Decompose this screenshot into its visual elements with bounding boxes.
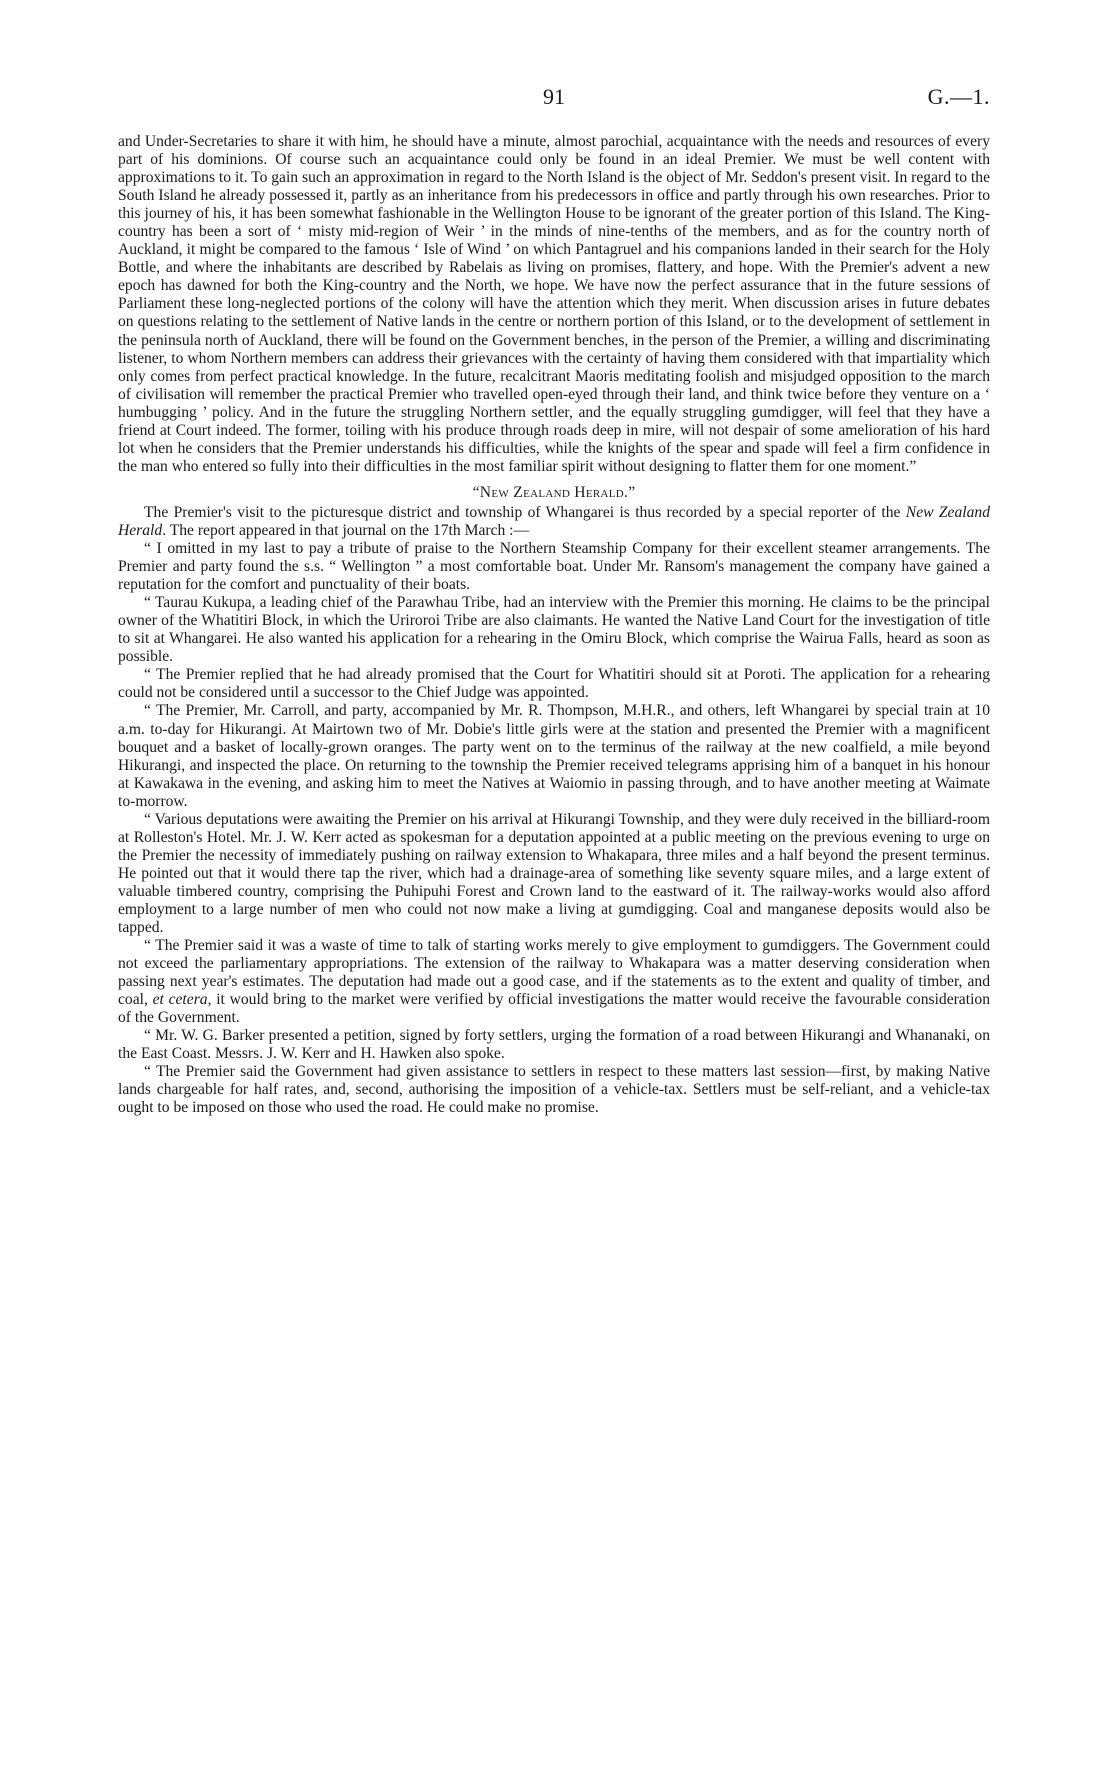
report-paragraph — [118, 937, 990, 1027]
report-paragraph: “ The Premier said the Government had given assistance to settlers in respect to these matters last session—first, by making Native lands chargeable for half rates, and, second, authorising the imposition of a vehicle-tax. Settlers must be self-reliant, and a vehicle-tax ought to be imposed on those who used the road. He could make no promise. — [118, 1063, 990, 1117]
report-paragraph: “ Taurau Kukupa, a leading chief of the Parawhau Tribe, had an interview with the Premier this morning. He claims to be the principal owner of the Whatitiri Block, in which the Uriroroi Tribe are also claimants. He wanted the Native Land Court for the investigation of title to sit at Whangarei. He also wanted his application for a rehearing in the Omiru Block, which comprise the Wairua Falls, heard as soon as possible. — [118, 594, 990, 666]
continued-paragraph: and Under-Secretaries to share it with him, he should have a minute, almost parochial, acquaintance with the needs and resources of every part of his dominions. Of course such an acquaintance could only be found in an ideal Premier. We must be well content with approximations to it. To gain such an approximation in regard to the North Island is the object of Mr. Seddon's present visit. In regard to the South Island he already possessed it, partly as an inheritance from his predecessors in office and partly through his own researches. Prior to this journey of his, it has been somewhat fashionable in the Wellington House to be ignorant of the greater portion of this Island. The King-country has been a sort of ‘ misty mid-region of Weir ’ in the minds of nine-tenths of the members, and as for the country north of Auckland, it might be compared to the famous ‘ Isle of Wind ’ on which Pantagruel and his companions landed in their search for the Holy Bottle, and where the inhabitants are described by Rabelais as living on promises, flattery, and hope. With the Premier's advent a new epoch has dawned for both the King-country and the North, we hope. We have now the perfect assurance that in the future sessions of Parliament these long-neglected portions of the colony will have the attention which they merit. When discussion arises in future debates on questions relating to the settlement of Native lands in the centre or northern portion of this Island, or to the development of settlement in the peninsula north of Auckland, there will be found on the Government benches, in the person of the Premier, a willing and discriminating listener, to whom Northern members can address their grievances with the certainty of having them considered with that impartiality which only comes from perfect practical knowledge. In the future, recalcitrant Maoris meditating foolish and misjudged opposition to the march of civilisation will remember the practical Premier who travelled open-eyed through their land, and think twice before they venture on a ‘ humbugging ’ policy. And in the future the struggling Northern settler, and the equally struggling gumdigger, will feel that they have a friend at Court indeed. The former, toiling with his produce through roads deep in mire, will not despair of some amelioration of his hard lot when he considers that the Premier understands his difficulties, while the knights of the spear and spade will feel a firm confidence in the man who entered so fully into their difficulties in the most familiar spirit without designing to flatter them for one moment.” — [118, 133, 990, 475]
intro-text-after: . The report appeared in that journal on the 17th March :— — [162, 521, 530, 539]
page-header — [118, 84, 990, 114]
timber-text-after: , it would bring to the market were verified by official investigations the matter would receive the favourable consideration of the Government. — [118, 991, 990, 1027]
body-text — [118, 133, 990, 1118]
report-paragraph: “ Various deputations were awaiting the Premier on his arrival at Hikurangi Township, and they were duly received in the billiard-room at Rolleston's Hotel. Mr. J. W. Kerr acted as spokesman for a deputation appointed at a public meeting on the previous evening to urge on the Premier the necessity of immediately pushing on railway extension to Whakapara, three miles and a half beyond the present terminus. He pointed out that it would there tap the river, which had a drainage-area of something like seventy square miles, and a large extent of valuable timbered country, comprising the Puhipuhi Forest and Crown land to the eastward of it. The railway-works would also afford employment to a large number of men who could not now make a living at gumdigging. Coal and manganese deposits would also be tapped. — [118, 810, 990, 937]
report-paragraph: “ I omitted in my last to pay a tribute of praise to the Northern Steamship Company for their excellent steamer arrangements. The Premier and party found the s.s. “ Wellington ” a most comfortable boat. Under Mr. Ransom's management the company have gained a reputation for the comfort and punctuality of their boats. — [118, 540, 990, 594]
report-paragraph: “ Mr. W. G. Barker presented a petition, signed by forty settlers, urging the formation of a road between Hikurangi and Whananaki, on the East Coast. Messrs. J. W. Kerr and H. Hawken also spoke. — [118, 1027, 990, 1063]
report-paragraph: “ The Premier replied that he had already promised that the Court for Whatitiri should sit at Poroti. The application for a rehearing could not be considered until a successor to the Chief Judge was appointed. — [118, 666, 990, 702]
document-reference: G.—1. — [927, 84, 990, 109]
intro-text-before: The Premier's visit to the picturesque district and township of Whangarei is thus recorded by a special reporter of the — [144, 503, 906, 521]
section-heading: “New Zealand Herald.” — [472, 483, 636, 501]
page-number: 91 — [543, 84, 565, 109]
latin-phrase: et cetera — [152, 991, 208, 1009]
section-intro — [118, 504, 990, 540]
timber-text-before: “ The Premier said it was a waste of time to talk of starting works merely to give employment to gumdiggers. The Government could not exceed the parliamentary appropriations. The extension of the railway to Whakapara was a matter deserving consideration when passing next year's estimates. The deputation had made out a good case, and if the statements as to the extent and quality of timber, and coal, — [118, 937, 990, 1009]
newspaper-title: New Zealand Herald — [118, 503, 990, 539]
report-paragraph: “ The Premier, Mr. Carroll, and party, accompanied by Mr. R. Thompson, M.H.R., and others, left Whangarei by special train at 10 a.m. to-day for Hikurangi. At Mairtown two of Mr. Dobie's little girls were at the station and presented the Premier with a magnificent bouquet and a basket of locally-grown oranges. The party went on to the terminus of the railway at the new coalfield, a mile beyond Hikurangi, and inspected the place. On returning to the township the Premier received telegrams apprising him of a banquet in his honour at Kawakawa in the evening, and asking him to meet the Natives at Waiomio in passing through, and to have another meeting at Waimate to-morrow. — [118, 702, 990, 810]
